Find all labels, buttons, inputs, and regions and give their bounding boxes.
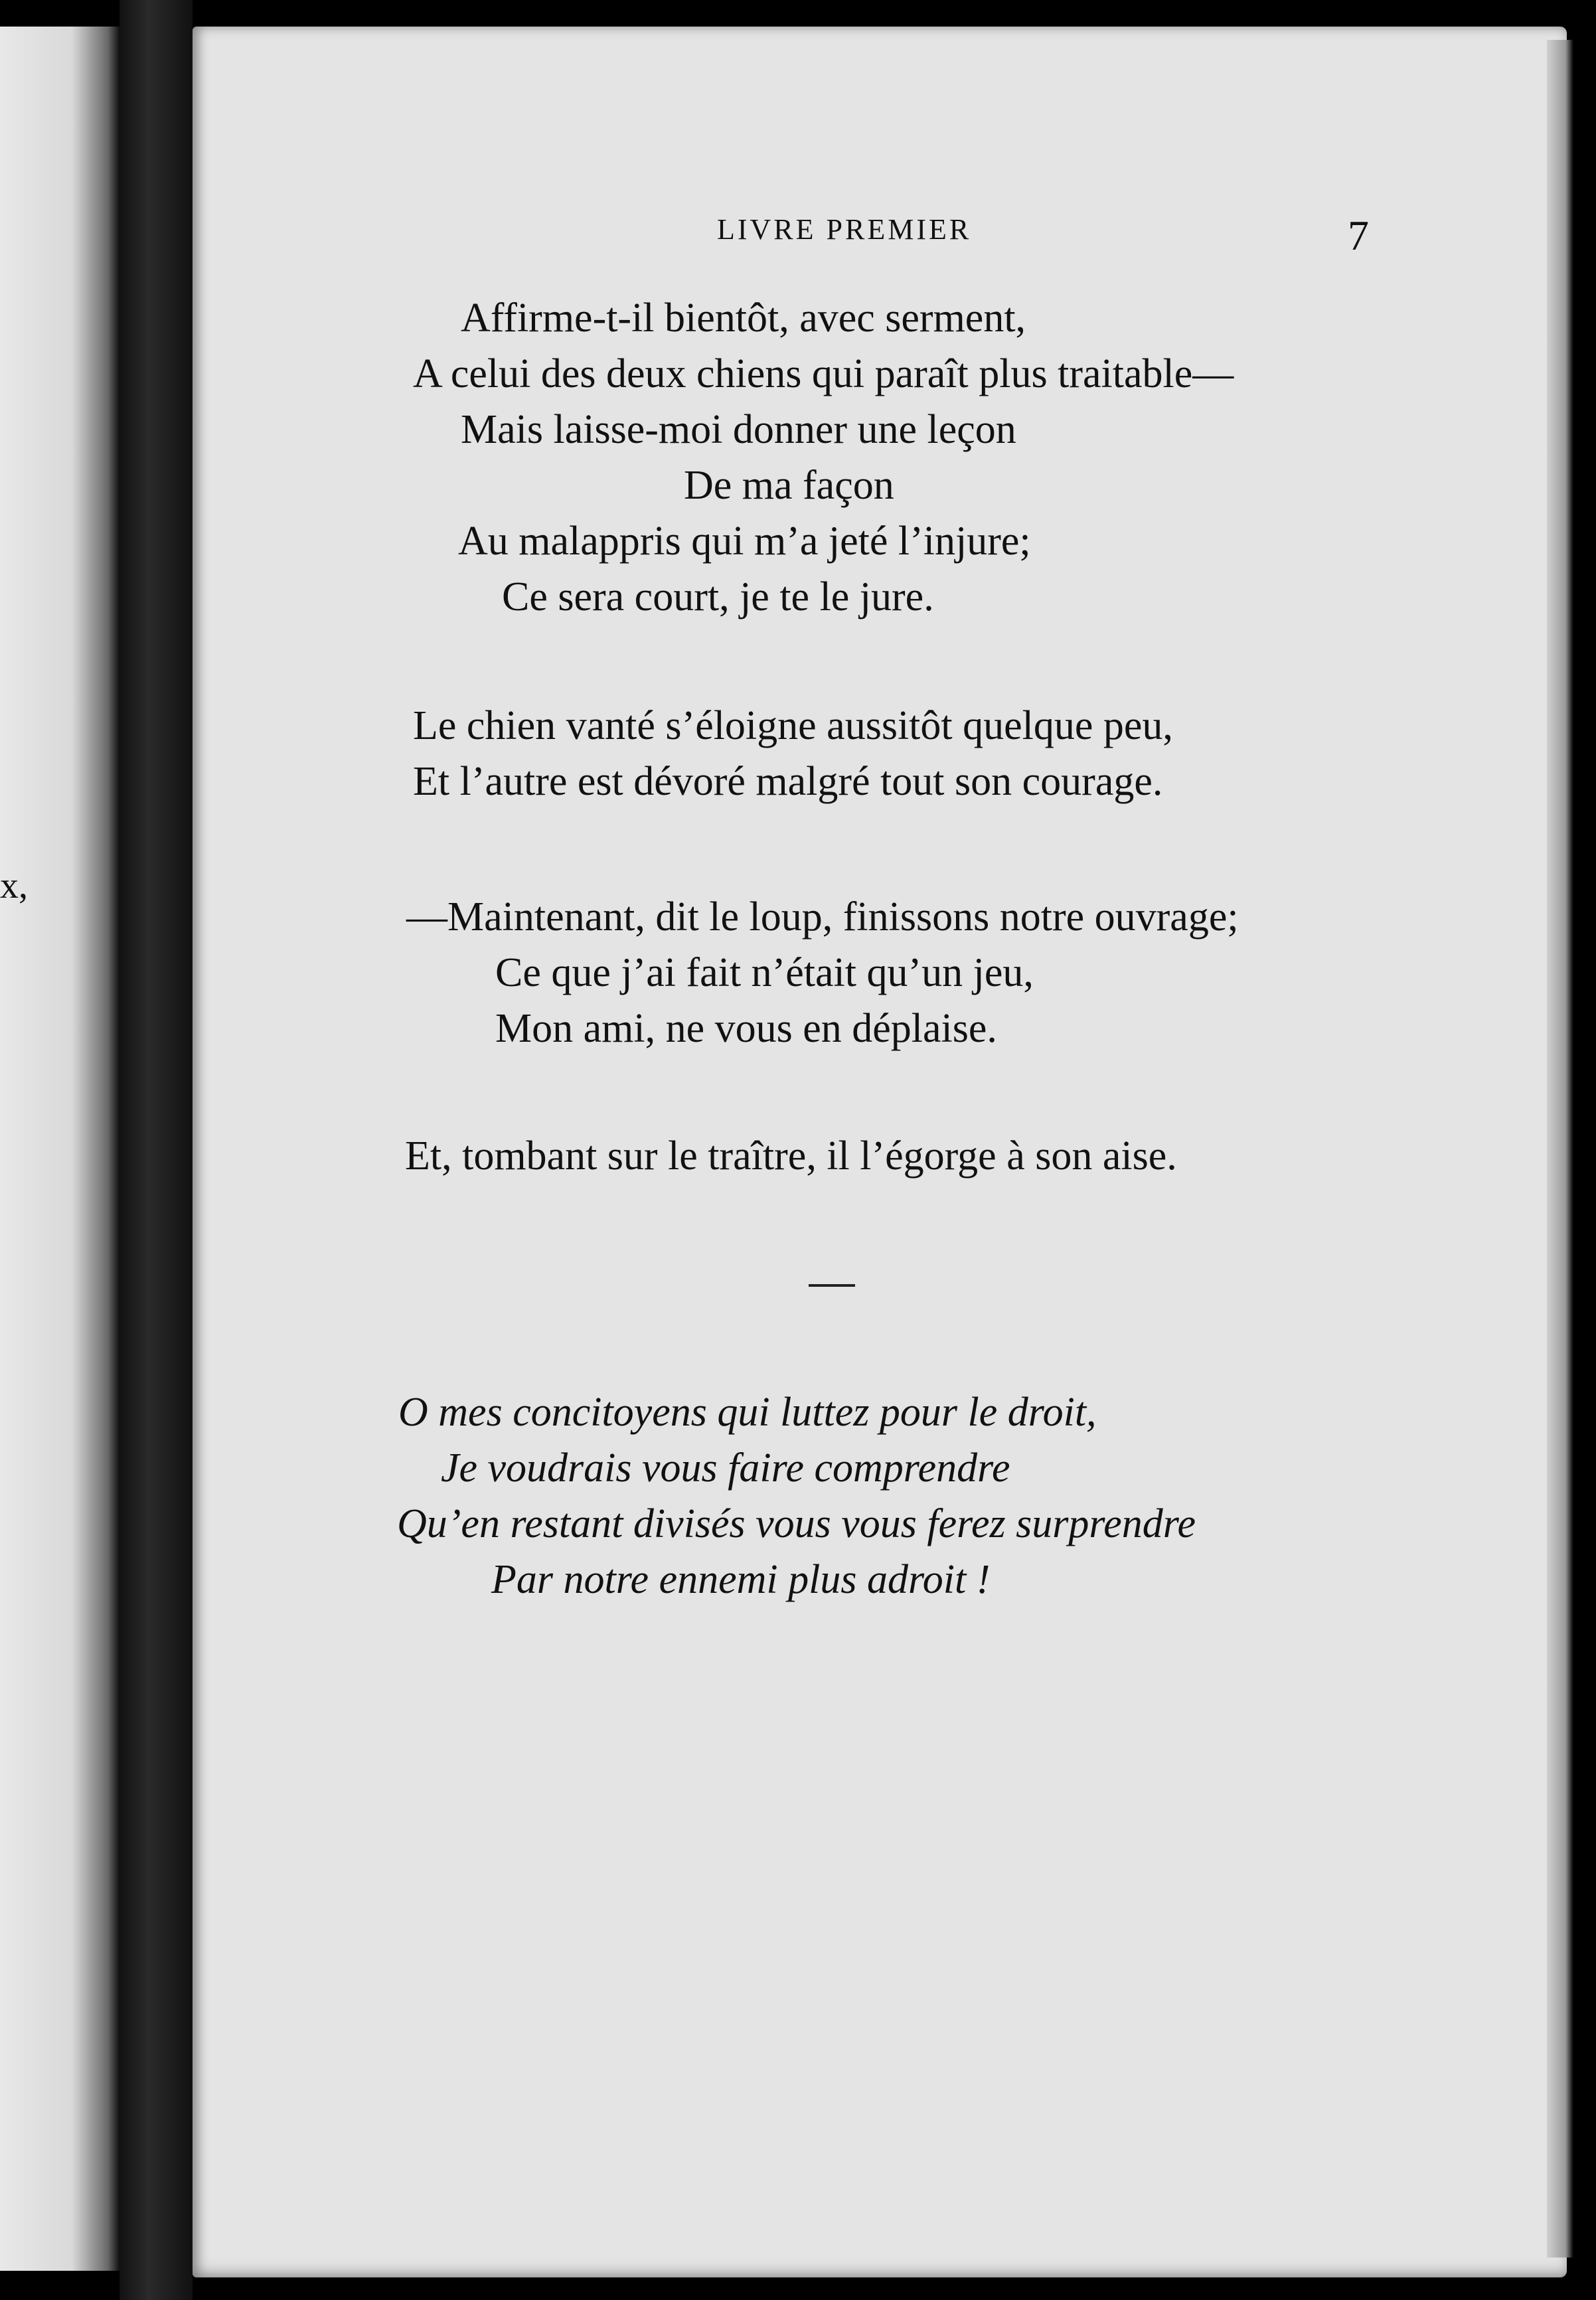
verse-line: Et, tombant sur le traître, il l’égorge à son aise. [405, 1133, 1177, 1179]
verse-line: Le chien vanté s’éloigne aussitôt quelque peu, [413, 703, 1173, 748]
verse-line: —Maintenant, dit le loup, finissons notre ouvrage; [406, 894, 1239, 940]
verse-line: Et l’autre est dévoré malgré tout son courage. [413, 759, 1163, 804]
moral-line: Qu’en restant divisés vous vous ferez surprendre [397, 1501, 1196, 1546]
verse-line: Ce sera court, je te le jure. [502, 574, 934, 619]
verse-line: Ce que j’ai fait n’était qu’un jeu, [495, 950, 1034, 995]
moral-line: O mes concitoyens qui luttez pour le droit, [398, 1390, 1097, 1435]
verse-line: Affirme-t-il bientôt, avec serment, [461, 295, 1026, 341]
previous-page-fragment: x, [0, 865, 28, 906]
verse-line: Au malappris qui m’a jeté l’injure; [458, 519, 1031, 564]
verse-line: Mon ami, ne vous en déplaise. [495, 1006, 997, 1051]
section-separator [809, 1284, 855, 1287]
previous-page-edge [0, 27, 120, 2271]
running-head: LIVRE PREMIER [717, 213, 972, 246]
page-edge-shadow [1547, 40, 1573, 2258]
moral-line: Par notre ennemi plus adroit ! [491, 1557, 991, 1602]
verse-line: De ma façon [684, 463, 894, 508]
moral-line: Je voudrais vous faire comprendre [441, 1445, 1010, 1491]
verse-line: A celui des deux chiens qui paraît plus traitable— [413, 351, 1234, 396]
book-gutter [120, 0, 193, 2300]
page-number: 7 [1348, 212, 1369, 259]
verse-line: Mais laisse-moi donner une leçon [461, 407, 1016, 452]
